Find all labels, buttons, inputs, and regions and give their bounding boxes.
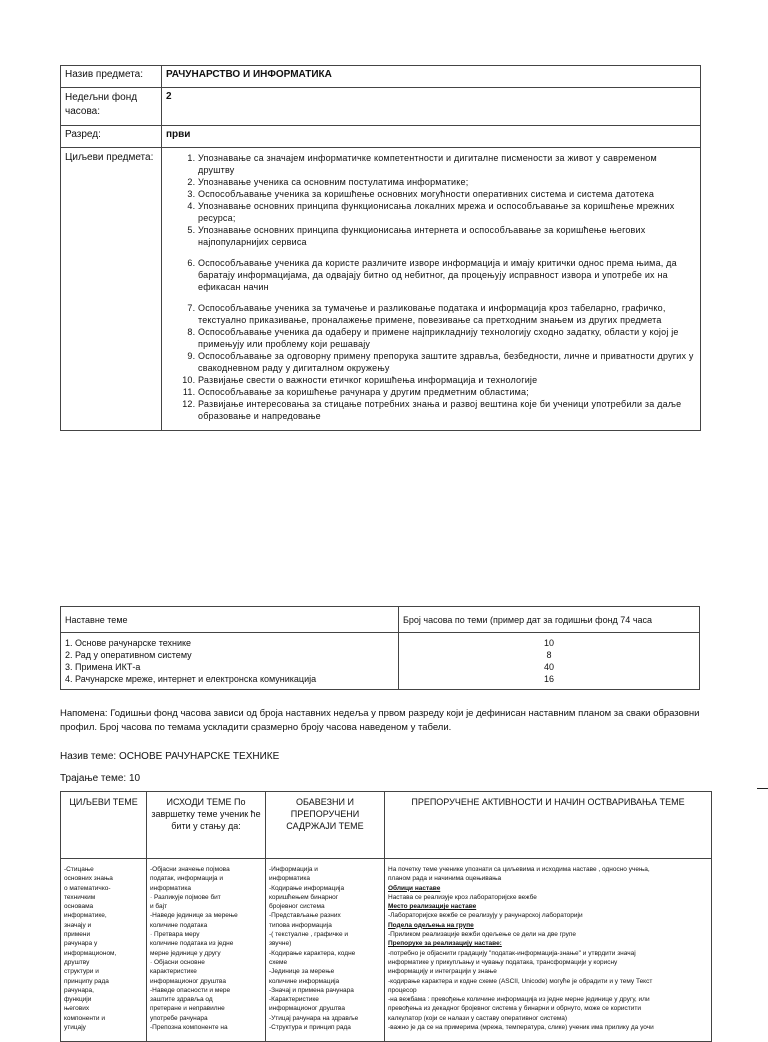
cell-line: -Кодирање информација (269, 884, 345, 892)
goal-item: 7. Оспособљавање ученика за тумачење и разликовање података и информација кроз табеларно, графичко, текстуално приказивање, проналажење примене, повезивање са претходним знањем из других предмета (198, 302, 696, 326)
goals-column-header: ЦИЉЕВИ ТЕМЕ (61, 792, 147, 859)
activities-column-header: ПРЕПОРУЧЕНЕ АКТИВНОСТИ И НАЧИН ОСТВАРИВАЊА ТЕМЕ (385, 792, 712, 859)
weekly-hours-value: 2 (162, 88, 701, 126)
topic-name: Назив теме: ОСНОВЕ РАЧУНАРСКЕ ТЕХНИКЕ (60, 751, 280, 762)
cell-line: информатика (150, 884, 191, 892)
cell-line: о математичко- (64, 884, 111, 892)
cell-line: -Препозна компоненте на (150, 1024, 228, 1032)
cell-line: схеме (269, 958, 288, 966)
goal-item: 2. Упознавање ученика са основним постулатима информатике; (198, 176, 696, 188)
cell-line: утицају (64, 1024, 86, 1032)
cell-line: рачунара у (64, 940, 98, 948)
topic-item: 1. Основе рачунарске технике (65, 638, 192, 648)
cell-line: карактеристике (150, 968, 197, 976)
subject-label: Назив предмета: (61, 66, 162, 88)
cell-line: · Претвара меру (150, 931, 200, 939)
cell-line: количине података (150, 921, 208, 929)
cell-line: информационом, (64, 949, 117, 957)
subject-row (61, 66, 701, 88)
cell-line: рачунара, (64, 986, 94, 994)
cell-line: информационог друштва (269, 1005, 346, 1013)
hours-note: Напомена: Годишњи фонд часова зависи од броја наставних недеља у првом разреду који је дефинисан наставним планом за сваки образовни профил. Број часова по темама ускладити сразмерно броју часова наведеном у табели. (60, 708, 700, 733)
cell-line: податак, информација и (150, 875, 223, 883)
topics-list-cell (61, 633, 399, 690)
cell-line: функцији (64, 996, 92, 1004)
cell-line: -Информација и (269, 866, 318, 873)
goal-item: 3. Оспособљавање ученика за коришћење основних могућности оперативних система и система датотека (198, 188, 696, 200)
cell-line: звучне) (269, 940, 292, 948)
cell-line: -Карактеристике (269, 996, 319, 1004)
topics-body-row (61, 633, 700, 690)
hours-list-cell (399, 633, 700, 690)
contents-text (269, 865, 381, 1035)
goals-text (64, 865, 143, 1035)
topic-hours: 10 (543, 638, 554, 648)
cell-line: -Структура и принцип рада (269, 1024, 351, 1032)
cell-line: планом рада и начинима оцењивања (388, 875, 502, 883)
cell-line: заштите здравља од (150, 996, 213, 1004)
cell-line: бројевног система (269, 903, 325, 911)
cell-line: -( текстуалне , графичке и (269, 931, 349, 939)
topic-item: 3. Примена ИКТ-а (65, 662, 141, 672)
outcomes-header-row (61, 792, 712, 859)
cell-line: -Приликом реализације вежби одељење се дели на две групе (388, 931, 576, 939)
cell-line: · Разликује појмове бит (150, 893, 221, 901)
goal-item: 1. Упознавање са значајем информатичке компетентности и дигиталне писмености за живот у савременом друштву (198, 152, 696, 176)
activities-cell (385, 859, 712, 1042)
topic-hours: 40 (543, 662, 554, 672)
topic-item: 2. Рад у оперативном систему (65, 650, 192, 660)
cell-line: Настава се реализује кроз лабораторијске вежбе (388, 893, 537, 901)
cell-line: и бајт (150, 903, 168, 911)
cell-line: -Значај и примена рачунара (269, 986, 354, 994)
topic-hours: 16 (543, 674, 554, 684)
goal-item: 11. Оспособљавање за коришћење рачунара у другим предметним областима; (198, 386, 696, 398)
topic-hours: 8 (546, 650, 552, 660)
topics-hours-table (60, 606, 700, 690)
cell-line: примени (64, 931, 91, 939)
outcomes-column-header: ИСХОДИ ТЕМЕ По завршетку теме ученик ће бити у стању да: (147, 792, 266, 859)
goal-item: 5. Упознавање основних принципа функционисања интернета и оспособљавање за коришћење његових најпопуларнијих сервиса (198, 224, 696, 248)
cell-line: количине података из једне (150, 940, 234, 948)
contents-cell (266, 859, 385, 1042)
subject-value: РАЧУНАРСТВО И ИНФОРМАТИКА (162, 66, 701, 88)
cell-line: · Објасни основне (150, 958, 205, 966)
cell-line: коришћењем бинарног (269, 893, 339, 901)
page-edge-mark (757, 788, 768, 789)
cell-line: техничким (64, 893, 96, 901)
cell-line: -потребно је објаснити градацију "податак-информација-знање" и утврдити значај (388, 949, 636, 957)
grade-row (61, 126, 701, 148)
outcomes-cell (147, 859, 266, 1042)
cell-line: -кодирање карактера и кодне схеме (ASCII, Unicode) могуће је обрадити и у тему Текст (388, 977, 653, 985)
goals-cell (162, 148, 701, 431)
grade-value: први (162, 126, 701, 148)
cell-line: количине информација (269, 977, 340, 985)
goal-item: 9. Оспособљавање за одговорну примену препорука заштите здравља, безбедности, личне и приватности других у свакодневном раду у дигиталном окружењу (198, 350, 696, 374)
cell-line: претеране и неправилне (150, 1005, 225, 1013)
cell-line: друштву (64, 958, 90, 966)
activities-text (388, 865, 708, 1035)
cell-line: принципу рада (64, 977, 109, 985)
cell-line: -Представљање разних (269, 912, 341, 920)
cell-line: његових (64, 1005, 90, 1013)
cell-line: превођења из декадног бројевног система у бинарни и обрнуто, може се користити (388, 1005, 641, 1013)
hours-header: Број часова по теми (пример дат за годишњи фонд 74 часа (399, 607, 700, 633)
weekly-hours-label: Недељни фонд часова: (61, 88, 162, 126)
cell-line: -Стицање (64, 866, 94, 873)
outcomes-text (150, 865, 262, 1035)
goals-row (61, 148, 701, 431)
topic-outcomes-table (60, 791, 712, 1042)
topics-header-row (61, 607, 700, 633)
cell-line: -Кодирање карактера, кодне (269, 949, 356, 957)
cell-line: -Утицај рачунара на здравље (269, 1014, 359, 1022)
cell-line: структури и (64, 968, 99, 976)
cell-line: основама (64, 903, 94, 911)
cell-line: -на вежбама : превођење количине информација из једне мерне јединице у другу, или (388, 996, 650, 1004)
goals-label: Циљеви предмета: (61, 148, 162, 431)
cell-line: -Лабораторијске вежбе се реализују у рачунарској лабораторији (388, 912, 583, 920)
cell-line: значају и (64, 921, 92, 929)
cell-line: информатике у прикупљању и чувању података, трансформацији у корисну (388, 958, 618, 966)
topic-item: 4. Рачунарске мреже, интернет и електронска комуникација (65, 674, 317, 684)
goal-item: 8. Оспособљавање ученика да одаберу и примене најприкладнију технологију сходно задатку, области у којој је примењују или проблему који решавају (198, 326, 696, 350)
cell-line: информационог друштва (150, 977, 227, 985)
cell-line: мерне јединице у другу (150, 949, 221, 957)
cell-line: компоненти и (64, 1014, 105, 1022)
topic-duration: Трајање теме: 10 (60, 773, 141, 784)
outcomes-body-row (61, 859, 712, 1042)
section-heading: Облици наставе (388, 884, 441, 892)
goals-list (166, 152, 696, 422)
section-heading: Препоруке за реализацију наставе: (388, 940, 502, 948)
cell-line: процесор (388, 986, 417, 994)
section-heading: Место реализације наставе (388, 903, 477, 911)
goal-item: 10. Развијање свести о важности етичког коришћења информација и технологије (198, 374, 696, 386)
cell-line: информатика (269, 875, 310, 883)
cell-line: информатике, (64, 912, 107, 920)
cell-line: -Наведе јединице за мерење (150, 912, 238, 920)
topics-header: Наставне теме (61, 607, 399, 633)
goals-cell (61, 859, 147, 1042)
cell-line: информацију и интеграцији у знање (388, 968, 497, 976)
weekly-hours-row (61, 88, 701, 126)
cell-line: калкулатор (који се налази у саставу оперативног система) (388, 1014, 568, 1022)
cell-line: употребе рачунара (150, 1014, 208, 1022)
cell-line: -Објасни значење појмова (150, 866, 230, 873)
goal-item: 4. Упознавање основних принципа функционисања локалних мрежа и оспособљавање за коришћење мрежних ресурса; (198, 200, 696, 224)
cell-line: На почетку теме ученике упознати са циљевима и исходима наставе , односно учења, (388, 866, 650, 873)
contents-column-header: ОБАВЕЗНИ И ПРЕПОРУЧЕНИ САДРЖАЈИ ТЕМЕ (266, 792, 385, 859)
cell-line: -важно је да се на примерима (мрежа, температура, слике) ученик има прилику да уочи (388, 1024, 654, 1032)
cell-line: основних знања (64, 875, 113, 883)
cell-line: -Јединице за мерење (269, 968, 335, 976)
section-heading: Подела одељења на групе (388, 921, 474, 929)
goal-item: 6. Оспособљавање ученика да користе различите изворе информација и имају критички однос према њима, да баратају информацијама, да одвајају битно од небитног, да процењују исправност извора и употребе их на ефикасан начин (198, 257, 696, 293)
subject-info-table (60, 65, 701, 431)
grade-label: Разред: (61, 126, 162, 148)
goal-item: 12. Развијање интересовања за стицање потребних знања и развој вештина које би ученици употребили за даље образовање и напредовање (198, 398, 696, 422)
cell-line: типова информација (269, 921, 332, 929)
cell-line: -Наведе опасности и мере (150, 986, 231, 994)
